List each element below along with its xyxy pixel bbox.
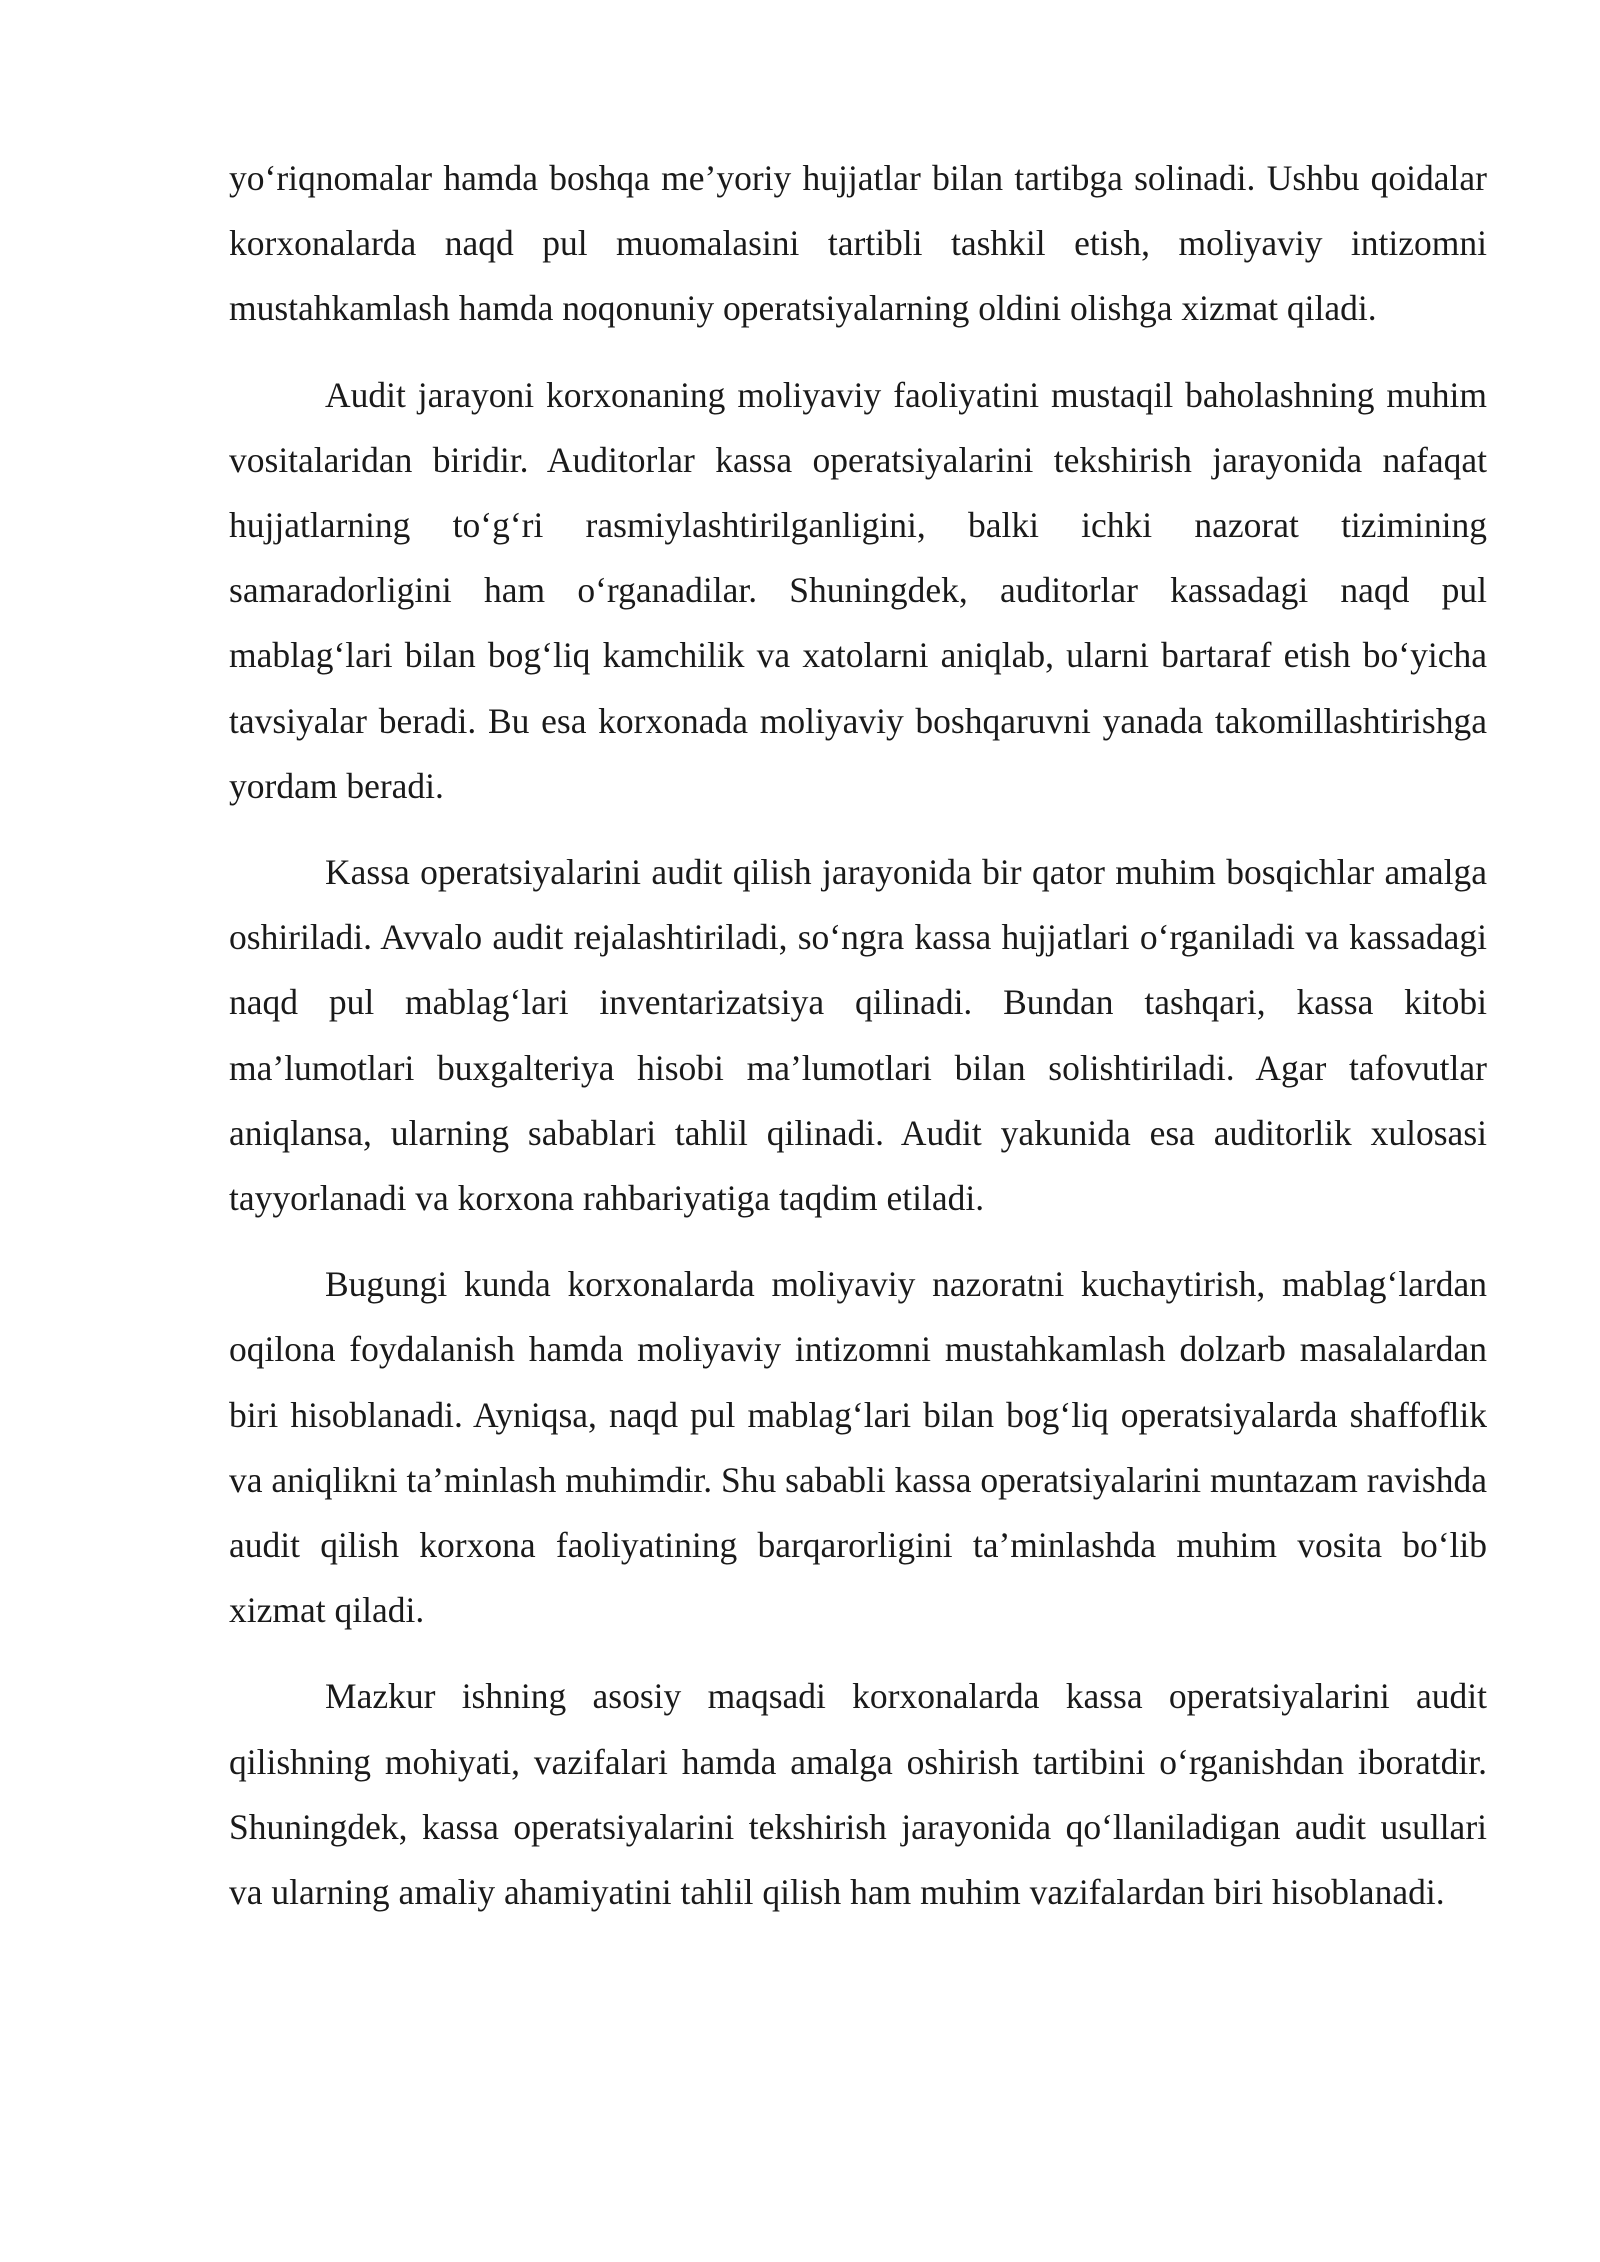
document-body	[229, 146, 1487, 1946]
paragraph-relevance: Bugungi kunda korxonalarda moliyaviy nazoratni kuchaytirish, mablag‘lardan oqilona foydalanish hamda moliyaviy intizomni mustahkamlash dolzarb masalalardan biri hisoblanadi. Ayniqsa, naqd pul mablag‘lari bilan bog‘liq operatsiyalarda shaffoflik va aniqlikni ta’minlash muhimdir. Shu sababli kassa operatsiyalarini muntazam ravishda audit qilish korxona faoliyatining barqarorligini ta’minlashda muhim vosita bo‘lib xizmat qiladi.	[229, 1264, 1487, 1631]
paragraph-audit-process: Audit jarayoni korxonaning moliyaviy faoliyatini mustaqil baholashning muhim vositalaridan biridir. Auditorlar kassa operatsiyalarini tekshirish jarayonida nafaqat hujjatlarning to‘g‘ri rasmiylashtirilganligini, balki ichki nazorat tizimining samaradorligini ham o‘rganadilar. Shuningdek, auditorlar kassadagi naqd pul mablag‘lari bilan bog‘liq kamchilik va xatolarni aniqlab, ularni bartaraf etish bo‘yicha tavsiyalar beradi. Bu esa korxonada moliyaviy boshqaruvni yanada takomillashtirishga yordam beradi.	[229, 374, 1487, 806]
paragraph-purpose: Mazkur ishning asosiy maqsadi korxonalarda kassa operatsiyalarini audit qilishning mohiyati, vazifalari hamda amalga oshirish tartibini o‘rganishdan iboratdir. Shuningdek, kassa operatsiyalarini tekshirish jarayonida qo‘llaniladigan audit usullari va ularning amaliy ahamiyatini tahlil qilish ham muhim vazifalardan biri hisoblanadi.	[229, 1676, 1487, 1913]
paragraph-audit-stages: Kassa operatsiyalarini audit qilish jarayonida bir qator muhim bosqichlar amalga oshiriladi. Avvalo audit rejalashtiriladi, so‘ngra kassa hujjatlari o‘rganiladi va kassadagi naqd pul mablag‘lari inventarizatsiya qilinadi. Bundan tashqari, kassa kitobi ma’lumotlari buxgalteriya hisobi ma’lumotlari bilan solishtiriladi. Agar tafovutlar aniqlansa, ularning sabablari tahlil qilinadi. Audit yakunida esa auditorlik xulosasi tayyorlanadi va korxona rahbariyatiga taqdim etiladi.	[229, 852, 1487, 1219]
paragraph-continuation: yo‘riqnomalar hamda boshqa me’yoriy hujjatlar bilan tartibga solinadi. Ushbu qoidalar korxonalarda naqd pul muomalasini tartibli tashkil etish, moliyaviy intizomni mustahkamlash hamda noqonuniy operatsiyalarning oldini olishga xizmat qiladi.	[229, 158, 1487, 329]
